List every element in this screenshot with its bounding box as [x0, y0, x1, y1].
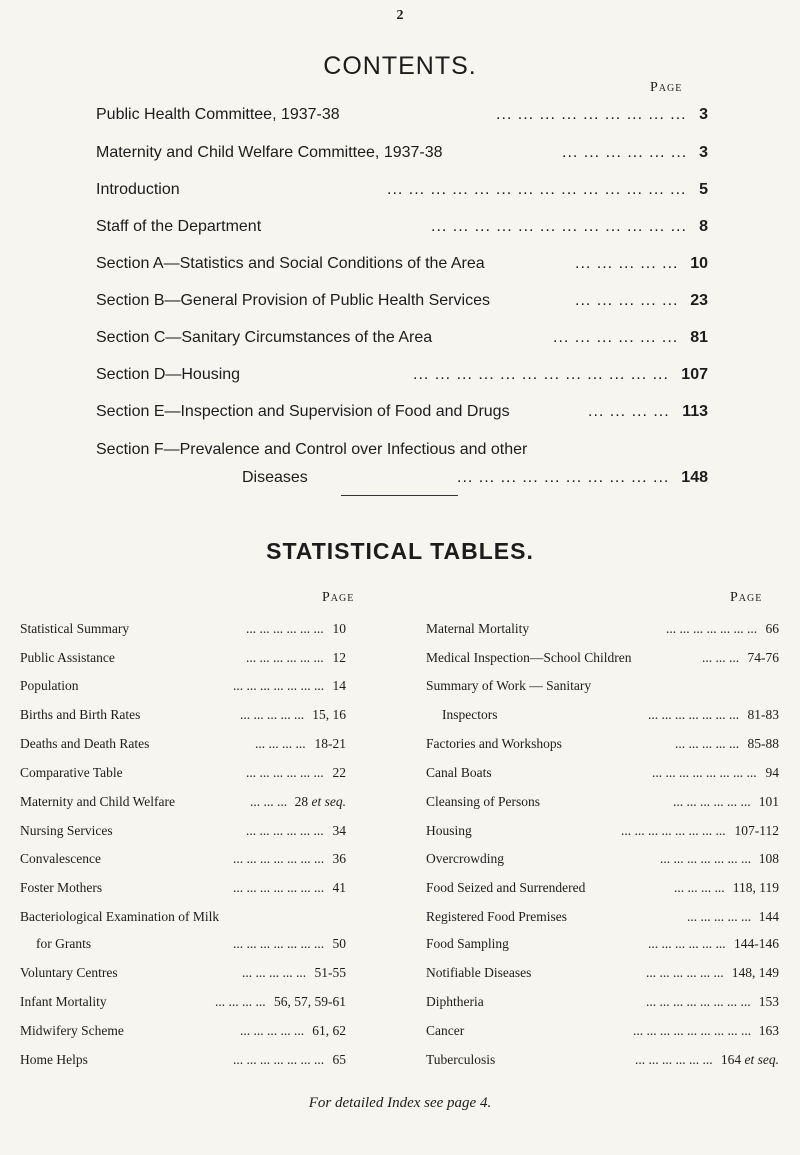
stat-entry [20, 764, 346, 782]
leader-dots: ... ... ... ... ... [575, 292, 679, 309]
leader-dots: ... ... ... ... ... ... ... [233, 678, 325, 693]
stat-entry-page: 50 [332, 936, 346, 951]
stat-entry-page: 164 et seq. [720, 1052, 779, 1067]
stat-entry-label: Statistical Summary [20, 621, 130, 636]
stat-entry-page: 66 [765, 621, 779, 636]
footnote: For detailed Index see page 4. [308, 1095, 492, 1111]
stat-entry [20, 964, 346, 982]
stat-entry [426, 964, 779, 982]
contents-entry [96, 401, 708, 423]
contents-entry-label: Maternity and Child Welfare Committee, 1937-38 [96, 144, 443, 161]
stat-entry-page: 81-83 [747, 707, 779, 722]
contents-entry-page: 148 [681, 469, 708, 486]
stat-entry-label: Maternal Mortality [426, 621, 530, 636]
leader-dots: ... ... ... ... ... ... ... [233, 936, 325, 951]
contents-entry-label: Section F—Prevalence and Control over Infectious and other [96, 441, 528, 458]
stat-entry-page: 153 [758, 994, 779, 1009]
leader-dots: ... ... ... ... ... ... ... [233, 1052, 325, 1067]
stat-entry [426, 706, 779, 724]
contents-entry-page: 5 [699, 181, 708, 198]
stat-entry-label: Overcrowding [426, 851, 504, 866]
leader-dots: ... ... ... ... ... [242, 965, 307, 980]
stat-entry [426, 908, 779, 926]
stat-entry-page: 65 [332, 1052, 346, 1067]
stat-entry-page: 34 [332, 823, 346, 838]
leader-dots: ... ... ... ... ... ... ... [648, 707, 740, 722]
leader-dots: ... ... ... ... ... ... [246, 823, 324, 838]
stat-entry-label: Bacteriological Examination of Milk [20, 909, 220, 924]
leader-dots: ... ... ... ... ... ... ... ... [646, 994, 751, 1009]
stat-entry-label: Cancer [426, 1023, 465, 1038]
contents-entry [96, 179, 708, 201]
stat-entry-page: 144-146 [734, 936, 779, 951]
statistical-tables-title: STATISTICAL TABLES. [266, 538, 534, 564]
stat-entry-page: 36 [332, 851, 346, 866]
contents-entry [96, 364, 708, 386]
stat-entry-page: 108 [758, 851, 779, 866]
contents-entry [96, 467, 708, 489]
stat-entry [20, 850, 346, 868]
stat-entry-label: Registered Food Premises [426, 909, 567, 924]
stat-entry-page: 15, 16 [312, 707, 346, 722]
stat-entry [426, 993, 779, 1011]
stat-right-page-header: Page [730, 590, 763, 605]
stat-entry-label: Infant Mortality [20, 994, 107, 1009]
leader-dots: ... ... ... ... ... ... ... ... ... ... ... ... [413, 366, 669, 383]
stat-entry-label: Notifiable Diseases [426, 965, 532, 980]
stat-entry-page: 144 [758, 909, 779, 924]
stat-entry-page: 101 [758, 794, 779, 809]
stat-entry [20, 793, 346, 811]
contents-entry [96, 290, 708, 312]
leader-dots: ... ... ... ... [215, 994, 266, 1009]
leader-dots: ... ... ... ... ... ... ... ... [621, 823, 726, 838]
contents-entry-label: Section E—Inspection and Supervision of Food and Drugs [96, 403, 510, 420]
stat-entry-label: Diphtheria [426, 994, 484, 1009]
divider [341, 495, 458, 496]
stat-entry [20, 735, 346, 753]
stat-entry-label: Factories and Workshops [426, 736, 562, 751]
stat-entry-page: 28 et seq. [294, 794, 346, 809]
stat-entry [20, 935, 346, 953]
stat-entry-label: Canal Boats [426, 765, 492, 780]
leader-dots: ... ... ... ... [255, 736, 306, 751]
leader-dots: ... ... ... ... [588, 403, 670, 420]
contents-entry [96, 104, 708, 126]
leader-dots: ... ... ... ... ... [240, 1023, 305, 1038]
stat-entry [426, 793, 779, 811]
leader-dots: ... ... ... ... ... ... [246, 621, 324, 636]
stat-entry-page: 118, 119 [732, 880, 779, 895]
leader-dots: ... ... ... ... ... ... ... ... ... ... [457, 469, 670, 486]
leader-dots: ... ... ... ... [674, 880, 725, 895]
stat-entry-label: Convalescence [20, 851, 101, 866]
stat-entry-label: Voluntary Centres [20, 965, 118, 980]
contents-entry-label: Section C—Sanitary Circumstances of the Area [96, 329, 433, 346]
contents-entry-page: 8 [699, 218, 708, 235]
leader-dots: ... ... ... ... ... ... ... ... [652, 765, 757, 780]
contents-entry-page: 3 [699, 106, 708, 123]
stat-entry [20, 649, 346, 667]
stat-entry-page: 163 [758, 1023, 779, 1038]
stat-entry [426, 1051, 779, 1069]
stat-entry-label: Population [20, 678, 79, 693]
stat-entry [20, 677, 346, 695]
stat-entry-label: Comparative Table [20, 765, 123, 780]
stat-entry-page: 12 [332, 650, 346, 665]
contents-entry-label: Diseases [242, 469, 308, 486]
stat-entry-page: 22 [332, 765, 346, 780]
stat-entry-label: Midwifery Scheme [20, 1023, 124, 1038]
leader-dots: ... ... ... ... ... ... ... [233, 851, 325, 866]
leader-dots: ... ... ... ... ... ... ... [233, 880, 325, 895]
leader-dots: ... ... ... ... ... ... [635, 1052, 713, 1067]
stat-entry [20, 1051, 346, 1069]
stat-entry-page: 18-21 [314, 736, 346, 751]
leader-dots: ... ... ... ... ... ... ... ... ... [633, 1023, 752, 1038]
stat-entry-page: 56, 57, 59-61 [274, 994, 346, 1009]
stat-entry-label: Maternity and Child Welfare [20, 794, 175, 809]
stat-entry-page: 148, 149 [731, 965, 779, 980]
stat-entry [426, 879, 779, 897]
stat-entry-label: Tuberculosis [426, 1052, 496, 1067]
stat-entry-label: Cleansing of Persons [426, 794, 540, 809]
stat-entry [20, 908, 346, 926]
stat-entry-page: 107-112 [734, 823, 779, 838]
stat-entry-label: for Grants [36, 936, 92, 951]
stat-entry-label: Public Assistance [20, 650, 115, 665]
stat-entry [426, 822, 779, 840]
stat-entry-page: 74-76 [747, 650, 779, 665]
contents-entry-page: 107 [681, 366, 708, 383]
leader-dots: ... ... ... ... ... ... ... [660, 851, 752, 866]
stat-entry-label: Foster Mothers [20, 880, 103, 895]
stat-entry [426, 620, 779, 638]
leader-dots: ... ... ... ... ... [240, 707, 305, 722]
contents-entry [96, 253, 708, 275]
stat-entry-page: 94 [765, 765, 779, 780]
contents-entry-label: Staff of the Department [96, 218, 262, 235]
leader-dots: ... ... ... ... ... [687, 909, 752, 924]
stat-entry-label: Housing [426, 823, 472, 838]
stat-entry [426, 935, 779, 953]
contents-page-header: Page [650, 80, 683, 95]
leader-dots: ... ... ... ... ... [575, 255, 679, 272]
contents-entry-page: 81 [690, 329, 708, 346]
stat-entry-page: 85-88 [747, 736, 779, 751]
contents-entry [96, 142, 708, 164]
stat-entry [426, 850, 779, 868]
contents-entry [96, 439, 708, 461]
leader-dots: ... ... ... ... ... ... ... ... ... ... ... ... ... ... [387, 181, 687, 198]
leader-dots: ... ... ... ... ... ... ... [666, 621, 758, 636]
stat-entry [426, 677, 779, 695]
stat-entry-label: Food Sampling [426, 936, 509, 951]
stat-entry [426, 764, 779, 782]
stat-entry-label: Food Seized and Surrendered [426, 880, 586, 895]
leader-dots: ... ... ... ... ... ... [646, 965, 724, 980]
stat-entry [20, 1022, 346, 1040]
leader-dots: ... ... ... ... ... ... [673, 794, 751, 809]
leader-dots: ... ... ... ... ... ... [553, 329, 679, 346]
leader-dots: ... ... ... ... ... [675, 736, 740, 751]
contents-entry-page: 10 [690, 255, 708, 272]
leader-dots: ... ... ... ... ... ... ... ... ... ... ... ... [431, 218, 687, 235]
contents-entry-label: Section B—General Provision of Public Health Services [96, 292, 490, 309]
stat-entry-page: 61, 62 [312, 1023, 346, 1038]
stat-entry-label: Births and Birth Rates [20, 707, 141, 722]
leader-dots: ... ... ... [702, 650, 740, 665]
stat-entry-page: 14 [332, 678, 346, 693]
contents-entry-page: 3 [699, 144, 708, 161]
contents-entry-page: 23 [690, 292, 708, 309]
contents-entry-label: Section D—Housing [96, 366, 241, 383]
stat-entry-label: Inspectors [442, 707, 498, 722]
contents-entry [96, 216, 708, 238]
contents-title: CONTENTS. [323, 52, 477, 80]
stat-entry [426, 1022, 779, 1040]
stat-entry-label: Home Helps [20, 1052, 88, 1067]
stat-entry [426, 735, 779, 753]
stat-entry-label: Nursing Services [20, 823, 113, 838]
contents-entry-label: Section A—Statistics and Social Conditions of the Area [96, 255, 485, 272]
stat-entry [20, 993, 346, 1011]
stat-left-page-header: Page [322, 590, 355, 605]
leader-dots: ... ... ... ... ... ... [246, 650, 324, 665]
leader-dots: ... ... ... ... ... ... ... ... ... [496, 106, 687, 123]
stat-entry [20, 620, 346, 638]
leader-dots: ... ... ... ... ... ... [246, 765, 324, 780]
leader-dots: ... ... ... ... ... ... [648, 936, 726, 951]
stat-entry [20, 706, 346, 724]
stat-entry-label: Deaths and Death Rates [20, 736, 150, 751]
stat-entry-page: 51-55 [314, 965, 346, 980]
stat-entry [426, 649, 779, 667]
stat-entry-label: Summary of Work — Sanitary [426, 678, 592, 693]
stat-entry-page: 41 [332, 880, 346, 895]
stat-entry-page: 10 [332, 621, 346, 636]
stat-entry [20, 822, 346, 840]
contents-entry [96, 327, 708, 349]
contents-entry-label: Introduction [96, 181, 180, 198]
page-number: 2 [396, 8, 404, 23]
leader-dots: ... ... ... ... ... ... [562, 144, 688, 161]
stat-entry-label: Medical Inspection—School Children [426, 650, 632, 665]
stat-entry [20, 879, 346, 897]
contents-entry-page: 113 [682, 403, 708, 420]
leader-dots: ... ... ... [250, 794, 288, 809]
contents-entry-label: Public Health Committee, 1937-38 [96, 106, 340, 123]
